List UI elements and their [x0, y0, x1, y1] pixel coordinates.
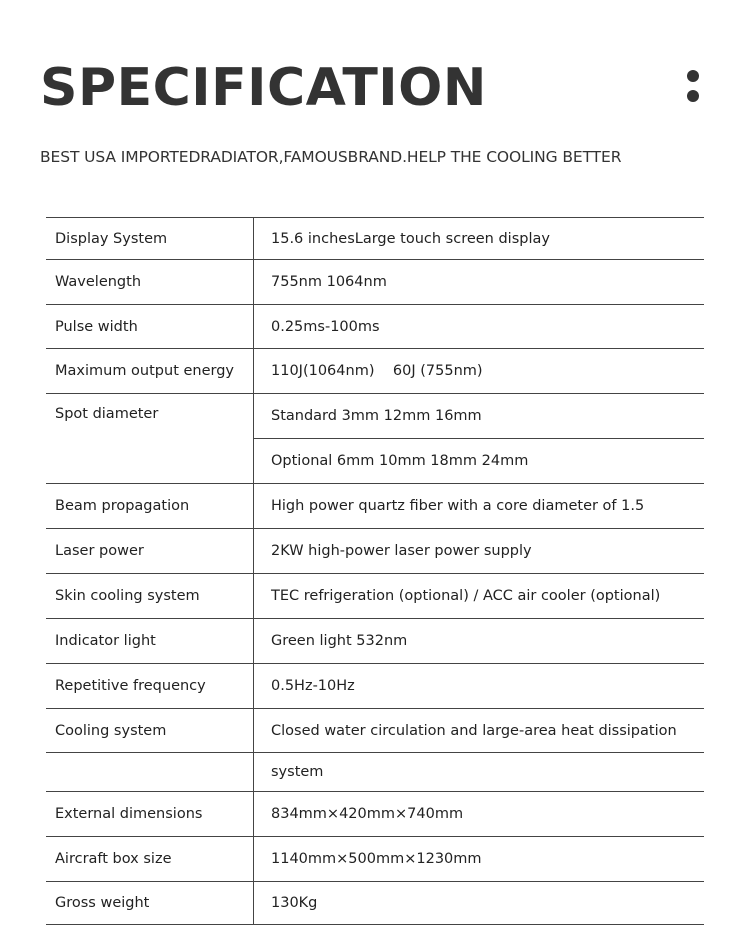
table-row: [46, 529, 704, 574]
spec-label: Indicator light: [55, 633, 156, 649]
page-subtitle: BEST USA IMPORTEDRADIATOR,FAMOUSBRAND.HELP THE COOLING BETTER: [40, 148, 622, 166]
spec-value: system: [253, 753, 704, 791]
spec-value: 2KW high-power laser power supply: [253, 529, 704, 573]
table-row: [46, 305, 704, 349]
spec-value: 1140mm×500mm×1230mm: [253, 837, 704, 881]
spec-value: 110J(1064nm) 60J (755nm): [253, 349, 704, 393]
table-row: [46, 837, 704, 882]
spec-value: Closed water circulation and large-area heat dissipation: [253, 709, 704, 752]
table-row-spot-diameter: [46, 394, 704, 484]
spec-value: TEC refrigeration (optional) / ACC air cooler (optional): [253, 574, 704, 618]
table-row: [46, 260, 704, 305]
spec-label: Repetitive frequency: [55, 678, 206, 694]
spec-label: Display System: [55, 230, 168, 247]
spec-value: Standard 3mm 12mm 16mm: [254, 394, 704, 439]
table-row: [46, 709, 704, 753]
spec-label: Laser power: [55, 543, 144, 559]
spec-value: Green light 532nm: [253, 619, 704, 663]
spec-value: High power quartz fiber with a core diameter of 1.5: [253, 484, 704, 528]
spec-label: Skin cooling system: [55, 588, 200, 604]
table-row: [46, 753, 704, 792]
spec-label: Cooling system: [55, 722, 167, 739]
spec-value: 755nm 1064nm: [253, 260, 704, 304]
spec-table: [46, 217, 704, 925]
page-title: SPECIFICATION: [40, 58, 487, 118]
table-row: [46, 664, 704, 709]
table-row: [46, 792, 704, 837]
table-row: [46, 217, 704, 260]
spec-label-empty: [46, 753, 253, 791]
spec-value: 0.25ms-100ms: [253, 305, 704, 348]
table-row: [46, 574, 704, 619]
spec-label: External dimensions: [55, 806, 203, 822]
spec-value: 834mm×420mm×740mm: [253, 792, 704, 836]
spec-value: 15.6 inchesLarge touch screen display: [253, 218, 704, 259]
spec-label: Wavelength: [55, 274, 142, 290]
spec-label: Gross weight: [55, 895, 150, 911]
table-row: [46, 619, 704, 664]
table-row: [46, 484, 704, 529]
spec-label: Pulse width: [55, 318, 138, 335]
spec-value: 0.5Hz-10Hz: [253, 664, 704, 708]
table-row: [46, 882, 704, 925]
more-icon: [687, 70, 701, 104]
table-row: [46, 349, 704, 394]
spec-label: Maximum output energy: [55, 363, 235, 379]
spec-label: Spot diameter: [55, 406, 159, 422]
spec-label: Beam propagation: [55, 498, 190, 514]
spec-label: Aircraft box size: [55, 851, 172, 867]
spec-value: 130Kg: [253, 882, 704, 924]
spec-value-group: [253, 394, 704, 483]
spec-value: Optional 6mm 10mm 18mm 24mm: [271, 453, 529, 469]
